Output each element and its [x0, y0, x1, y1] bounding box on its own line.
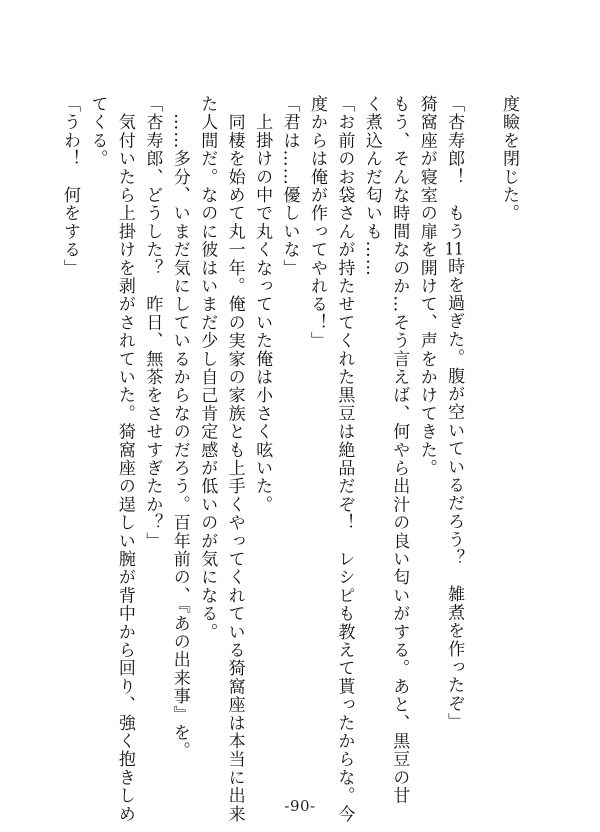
text-line-7: 「お前のお袋さんが持たせてくれた黒豆は絶品だぞ！ レシピも教えて貰ったからな。今 [334, 95, 355, 823]
text-line-3-start: 「杏寿郎！ もう [444, 95, 465, 241]
text-line-5: もう、そんな時間なのか…そう言えば、何やら出汁の良い匂いがする。あと、黒豆の甘 [389, 95, 410, 805]
text-line-14: 「杏寿郎、どうした？ 昨日、無茶をさせすぎたか？」 [142, 95, 163, 550]
text-line-3-end: 時を過ぎた。腹が空いているだろう？ 雑煮を作ったぞ」 [444, 257, 465, 731]
page-number: -90- [284, 797, 316, 815]
text-line-10: 上掛けの中で丸くなっていた俺は小さく呟いた。 [252, 95, 273, 514]
text-line-16: てくる。 [87, 95, 108, 168]
text-line-3 [440, 95, 467, 731]
text-line-1: 度瞼を閉じた。 [499, 95, 519, 223]
text-line-11: 同棲を始めて丸一年。俺の実家の家族とも上手くやってくれている猗窩座は本当に出来 [224, 95, 245, 823]
text-line-15: 気付いたら上掛けを剥がされていた。猗窩座の逞しい腕が背中から回り、強く抱きしめ [114, 95, 135, 823]
text-line-8: 度からは俺が作ってやれる！」 [306, 95, 327, 350]
text-line-17: 「うわ！ 何をする」 [60, 95, 80, 277]
text-line-12: た人間だ。なのに彼はいまだ少し自己肯定感が低いのが気になる。 [197, 95, 218, 641]
text-line-13: ……多分、いまだ気にしているからなのだろう。百年前の、『あの出来事』を。 [169, 95, 190, 760]
hour-number: 11 [444, 240, 464, 258]
text-line-6: く煮込んだ匂いも…… [361, 95, 382, 277]
text-line-9: 「君は……優しいな」 [279, 95, 300, 277]
text-line-4: 猗窩座が寝室の扉を開けて、声をかけてきた。 [416, 95, 437, 478]
